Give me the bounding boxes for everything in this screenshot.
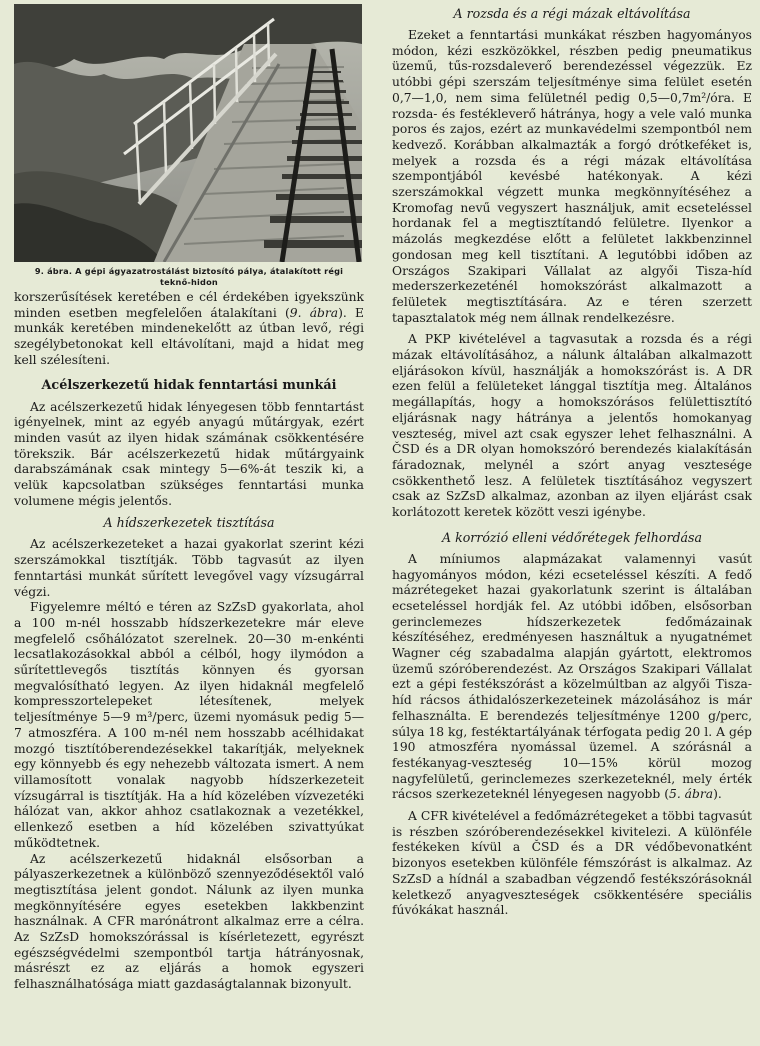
heading-cleaning: A hídszerkezetek tisztítása — [103, 515, 275, 531]
intro-paragraph: korszerűsítések keretében e cél érdekében igyekszünk minden esetben megfelelően átalakítani (9. ábra). E munkák keretében mindenekelőtt az útban levő, régi szegélybetonokat kell eltávolítani, majd a hidat meg kell szélesíteni. — [14, 290, 364, 367]
left-column — [14, 0, 364, 993]
bridge-photo — [14, 4, 362, 262]
paragraph-rust-2: A PKP kivételével a tagvasutak a rozsda és a régi mázak eltávolításához, a nálunk általában alkalmazott eljárásokon kívül, használják a homokszórást is. A DR ezen felül a felületeket lánggal tisztítja meg. Általános megállapítás, hogy a homokszórásos felülettisztító eljárásnak nagy hátránya a jelentős homokanyag veszteség, mivel azt csak egyszer lehet felhasználni. A ČSD és a DR olyan homokszóró berendezés kialakításán fáradoznak, melynél a szórt anyag vesztesége csökkenthető lesz. A felületek tisztításához vegyszert csak az SzZsD alkalmaz, azonban az ilyen eljárást csak korlátozott keretek között veszi igénybe. — [392, 332, 752, 520]
heading-protective-coating: A korrózió elleni védőrétegek felhordása — [441, 529, 703, 545]
paragraph-coating-1: A míniumos alapmázakat valamennyi vasút hagyományos módon, kézi ecseteléssel készíti. A fedő mázrétegeket hazai gyakorlatunk szerint is általában ecseteléssel hordják fel. Az utóbbi időben, elsősorban gerinclemezes hídszerkezetek fedőmázainak készítéséhez, eredményesen használtuk a nyugatnémet Wagner cég szabadalma alapján gyártott, elektromos üzemű szóróberendezést. Az Országos Szakipari Vállalat ezt a gépi festékszórást a közelmúltban az algyői Tisza-híd rácsos áthidalószerkezeteinek mázolásához is már felhasználta. E berendezés teljesítménye 1200 g/perc, súlya 18 kg, festéktartályának térfogata pedig 20 l. A gép 190 atmoszféra nyomással üzemel. A szórásnál a festékanyag-veszteség 10—15% körül mozog nagyfelületű, gerinclemezes szerkezeteknél, mely érték rácsos szerkezeteknél lényegesen nagyobb (5. ábra). — [392, 551, 752, 802]
paragraph-cleaning-1: Az acélszerkezeteket a hazai gyakorlat szerint kézi szerszámokkal tisztítják. Több tagvasút az ilyen fenntartási munkát sűrített levegővel vagy vízsugárral végzi. — [14, 537, 364, 599]
heading-steel-bridges: Acélszerkezetű hidak fenntartási munkái — [41, 377, 337, 393]
figure-caption: 9. ábra. A gépi ágyazatrostálást biztosító pálya, átalakított régi teknő-hidon — [34, 266, 344, 287]
paragraph-cleaning-3: Az acélszerkezetű hidaknál elsősorban a pályaszerkezetnek a különböző szennyeződésektől való megtisztítása jelent gondot. Nálunk az ilyen munka megkönnyítésére egyes esetekben lakkbenzint használnak. A CFR marónátront alkalmaz erre a célra. Az SzZsD homokszórással is kísérletezett, egyrészt egészségvédelmi szempontból tartja hátrányosnak, másrészt ez az eljárás a homok egyszeri felhasználhatósága miatt gazdaságtalannak bizonyult. — [14, 851, 364, 992]
right-column — [392, 0, 752, 919]
paragraph-coating-2: A CFR kivételével a fedőmázrétegeket a többi tagvasút is részben szóróberendezésekkel kivitelezi. A különféle festékeken kívül a ČSD és a DR védőbevonatként bizonyos esetekben különféle fémszórást is alkalmaz. Az SzZsD a hídnál a szabadban végzendő festékszórásoknál keletkező anyagveszteségek csökkentésére speciális fúvókákat használ. — [392, 809, 752, 918]
paragraph-rust-1: Ezeket a fenntartási munkákat részben hagyományos módon, kézi eszközökkel, részben pedig pneumatikus üzemű, tűs-rozsdaleverő berendezéssel végezzük. Ez utóbbi gépi szerszám teljesítménye sima felület esetén 0,7—1,0, nem sima felületnél pedig 0,5—0,7m²/óra. E rozsda- és festékleverő hátránya, hogy a vele való munka poros és zajos, ezért az munkavédelmi szempontból nem kedvező. Korábban alkalmazták a forgó drótkeféket is, melyek a rozsda és a régi mázak eltávolítása szempontjából kevésbé hatékonyak. A kézi szerszámokkal végzett munka megkönnyítéséhez a Kromofag nevű vegyszert használjuk, amit ecseteléssel hordanak fel a megtisztítandó felületre. Ilyenkor a mázolás megkezdése előtt a felületet lakkbenzinnel gondosan meg kell tisztítani. A legutóbbi időben az Országos Szakipari Vállalat az algyői Tisza-híd mederszerkezeténél homokszórást alkalmazott a felületek megtisztítására. Az e téren szerzett tapasztalatok még nem állnak rendelkezésre. — [392, 28, 752, 325]
heading-rust-removal: A rozsda és a régi mázak eltávolítása — [453, 6, 691, 21]
paragraph-cleaning-2: Figyelemre méltó e téren az SzZsD gyakorlata, ahol a 100 m-nél hosszabb hídszerkezetekre már eleve megfelelő csőhálózatot szerelnek. 20—30 m-enkénti lecsatlakozásokkal abból a célból, hogy ilymódon a sűrítettlevegős tisztítás könnyen és gyorsan megvalósítható legyen. Az ilyen hidaknál megfelelő kompresszortelepeket létesítenek, melyek teljesítménye 5—9 m³/perc, üzemi nyomásuk pedig 5—7 atmoszféra. A 100 m-nél nem hosszabb acélhidakat mozgó tisztítóberendezésekkel takarítják, melyeknek egy könnyebb és egy nehezebb változata ismert. A nem villamosított vonalak nagyobb hídszerkezeteit vízsugárral is tisztítják. Ha a híd közelében vízvezetéki hálózat van, akkor ahhoz csatlakoznak a vezetékkel, ellenkező esetben a híd közelében szivattyúkat működtetnek. — [14, 600, 364, 850]
paragraph-steel: Az acélszerkezetű hidak lényegesen több fenntartást igényelnek, mint az egyéb anyagú műtárgyak, ezért minden vasút az ilyen hidak számának csökkentésére törekszik. Bár acélszerkezetű hidak műtárgyaink darabszámának csak mintegy 5—6%-át teszik ki, a velük kapcsolatban szükséges fenntartási munka volumene mégis jelentős. — [14, 399, 364, 508]
